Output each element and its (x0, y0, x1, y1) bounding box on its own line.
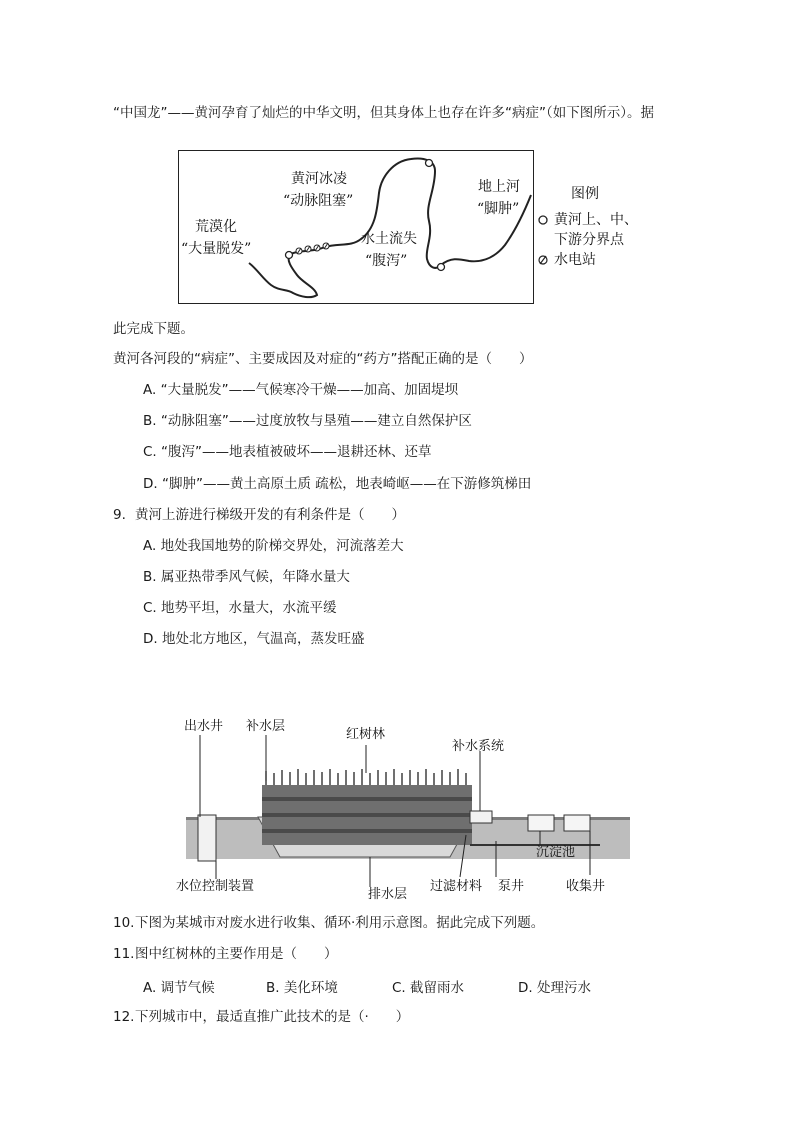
label-drain-layer: 排水层 (368, 887, 408, 902)
label-hair-loss: “大量脱发” (181, 241, 252, 257)
legend-title: 图例 (571, 186, 599, 202)
legend-boundary-line1: 黄河上、中、 (554, 212, 638, 228)
wastewater-wetland-figure (170, 715, 630, 905)
q11-options (143, 976, 623, 994)
label-swollen-feet: “脚肿” (477, 201, 520, 217)
intro-line-1: “中国龙”——黄河孕育了灿烂的中华文明，但其身体上也存在许多“病症”（如下图所示）。据 (113, 105, 654, 121)
q9-option-c[interactable]: C. 地势平坦，水量大，水流平缓 (143, 600, 337, 616)
legend-boundary-line2: 下游分界点 (554, 232, 624, 248)
label-desertification: 荒漠化 (195, 219, 237, 235)
label-sediment-pond: 沉淀池 (536, 845, 576, 860)
q9-number: 9. (113, 507, 126, 523)
wetland-cross-section (170, 715, 630, 905)
hydropower-station-icon (536, 253, 550, 267)
q11-option-a[interactable]: A. 调节气候 (143, 980, 215, 996)
intro-line-2: 此完成下题。 (113, 321, 194, 337)
label-recharge-layer: 补水层 (246, 719, 286, 734)
q11-stem: 图中红树林的主要作用是（ ） (135, 946, 338, 962)
q11-option-c[interactable]: C. 截留雨水 (392, 980, 465, 996)
q9-option-a[interactable]: A. 地处我国地势的阶梯交界处，河流落差大 (143, 538, 404, 554)
label-recharge-system: 补水系统 (452, 739, 505, 754)
q10-number: 10. (113, 915, 135, 931)
boundary-point-icon (536, 213, 550, 227)
legend-hydropower: 水电站 (554, 252, 596, 268)
label-mangrove: 红树林 (346, 727, 386, 742)
q11-question (113, 945, 338, 963)
label-ice-jam: 黄河冰凌 (291, 171, 347, 187)
q10-question (113, 914, 544, 932)
label-artery-block: “动脉阻塞” (283, 193, 354, 209)
label-raised-river: 地上河 (478, 179, 520, 195)
label-outlet-well: 出水井 (184, 719, 224, 734)
label-soil-erosion: 水土流失 (361, 231, 417, 247)
q12-stem: 下列城市中，最适直推广此技术的是（· ） (135, 1009, 410, 1025)
label-diarrhea: “腹泻” (365, 253, 408, 269)
q9-option-b[interactable]: B. 属亚热带季风气候，年降水量大 (143, 569, 350, 585)
q8-option-a[interactable]: A. “大量脱发”——气候寒冷干燥——加高、加固堤坝 (143, 382, 459, 398)
q8-option-c[interactable]: C. “腹泻”——地表植被破坏——退耕还林、还草 (143, 444, 432, 460)
q9-question (113, 506, 405, 524)
q9-option-d[interactable]: D. 地处北方地区，气温高，蒸发旺盛 (143, 631, 365, 647)
yellow-river-map (178, 150, 534, 304)
q8-option-d[interactable]: D. “脚肿”——黄土高原土质 疏松，地表崎岖——在下游修筑梯田 (143, 476, 532, 492)
q9-stem: 黄河上游进行梯级开发的有利条件是（ ） (135, 507, 405, 523)
label-water-level-device: 水位控制装置 (176, 879, 255, 894)
label-collection-well: 收集井 (566, 879, 606, 894)
q12-question (113, 1008, 409, 1026)
q12-number: 12. (113, 1009, 135, 1025)
q11-number: 11. (113, 946, 135, 962)
q11-option-d[interactable]: D. 处理污水 (518, 980, 591, 996)
q8-stem: 黄河各河段的“病症”、主要成因及对症的“药方”搭配正确的是（ ） (113, 351, 533, 367)
q10-stem: 下图为某城市对废水进行收集、循环·利用示意图。据此完成下列题。 (135, 915, 545, 931)
label-pump-well: 泵井 (498, 879, 525, 894)
label-filter-material: 过滤材料 (430, 879, 483, 894)
q11-option-b[interactable]: B. 美化环境 (266, 980, 338, 996)
q8-option-b[interactable]: B. “动脉阻塞”——过度放牧与垦殖——建立自然保护区 (143, 413, 472, 429)
